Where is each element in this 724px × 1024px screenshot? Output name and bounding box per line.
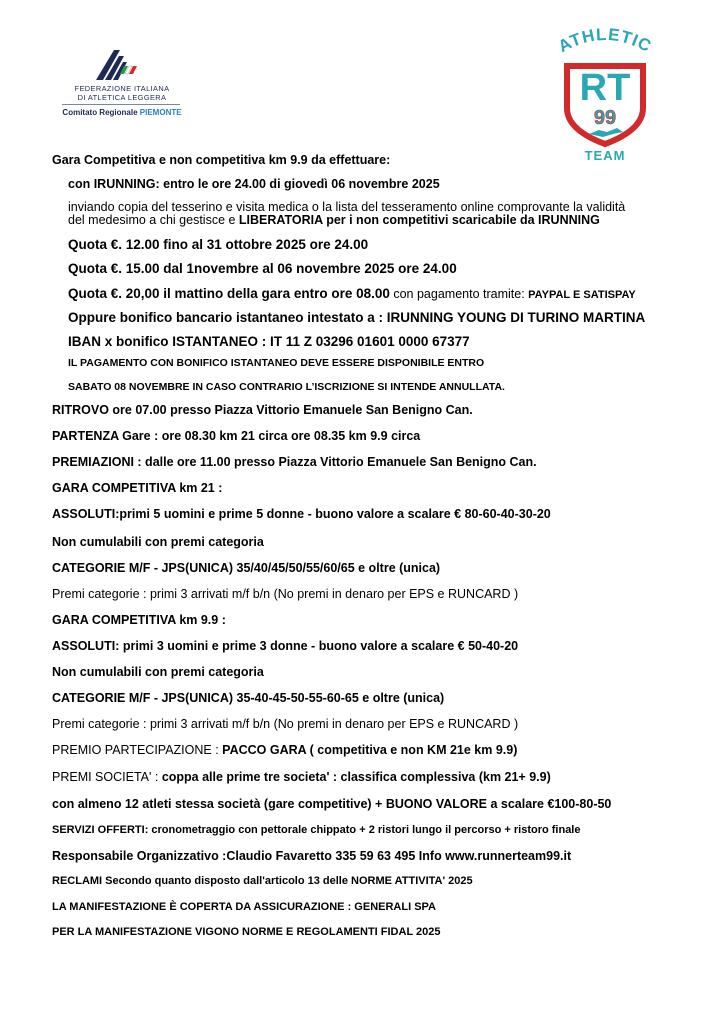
- line-gara-21: GARA COMPETITIVA km 21 :: [52, 481, 223, 495]
- line-quota-15: Quota €. 15.00 dal 1novembre al 06 novembre 2025 ore 24.00: [68, 261, 457, 276]
- fidal-emblem-icon: [94, 44, 138, 82]
- fidal-line1: FEDERAZIONE ITALIANA: [74, 84, 170, 93]
- line-irunning-deadline: con IRUNNING: entro le ore 24.00 di giovedì 06 novembre 2025: [68, 177, 440, 191]
- line-servizi: SERVIZI OFFERTI: cronometraggio con pettorale chippato + 2 ristori lungo il percorso + ristoro finale: [52, 824, 581, 836]
- line-quota-12: Quota €. 12.00 fino al 31 ottobre 2025 ore 24.00: [68, 237, 369, 252]
- line-ritrovo: RITROVO ore 07.00 presso Piazza Vittorio Emanuele San Benigno Can.: [52, 403, 473, 417]
- line-non-cumulabili-21: Non cumulabili con premi categoria: [52, 535, 264, 549]
- line-partenza: PARTENZA Gare : ore 08.30 km 21 circa ore 08.35 km 9.9 circa: [52, 429, 421, 443]
- line-coppa-societa: coppa alle prime tre societa' : classifica complessiva (km 21+ 9.9): [161, 770, 551, 784]
- line-liberatoria-bold: LIBERATORIA per i non competitivi scaricabile da IRUNNING: [238, 213, 600, 227]
- line-responsabile: Responsabile Organizzativo :Claudio Favaretto 335 59 63 495 Info www.runnerteam99.it: [52, 849, 572, 863]
- line-pagamento-2: SABATO 08 NOVEMBRE IN CASO CONTRARIO L’ISCRIZIONE SI INTENDE ANNULLATA.: [68, 381, 505, 393]
- team-rt-text: RT: [579, 67, 631, 109]
- line-premi-categorie-9-9: Premi categorie : primi 3 arrivati m/f b/n (No premi in denaro per EPS e RUNCARD ): [52, 717, 519, 731]
- line-premi-societa-label: PREMI SOCIETA' :: [52, 770, 162, 784]
- line-premiazioni: PREMIAZIONI : dalle ore 11.00 presso Piazza Vittorio Emanuele San Benigno Can.: [52, 455, 537, 469]
- line-quota-20-bold: Quota €. 20,00 il mattino della gara entro ore 08.00: [68, 286, 390, 301]
- fidal-comitato: [58, 108, 186, 117]
- line-assicurazione: LA MANIFESTAZIONE È COPERTA DA ASSICURAZIONE : GENERALI SPA: [52, 901, 436, 913]
- line-gara-9-9: GARA COMPETITIVA km 9.9 :: [52, 613, 226, 627]
- team-bottom-text: TEAM: [584, 148, 626, 163]
- line-documents: inviando copia del tesserino e visita medica o la lista del tesseramento online comprovante la validità: [68, 200, 626, 214]
- line-iban: IBAN x bonifico ISTANTANEO : IT 11 Z 03296 01601 0000 67377: [68, 334, 470, 349]
- line-reclami: RECLAMI Secondo quanto disposto dall'articolo 13 delle NORME ATTIVITA' 2025: [52, 875, 473, 887]
- line-assoluti-21: ASSOLUTI:primi 5 uomini e prime 5 donne - buono valore a scalare € 80-60-40-30-20: [52, 507, 551, 521]
- line-quota-20: [68, 286, 636, 303]
- fidal-line2: DI ATLETICA LEGGERA: [77, 93, 167, 102]
- line-bonifico: Oppure bonifico bancario istantaneo intestato a : IRUNNING YOUNG DI TURINO MARTINA: [68, 310, 646, 325]
- line-quota-20-mid: con pagamento tramite:: [389, 287, 529, 301]
- fidal-divider: [62, 104, 180, 105]
- line-gara-intro: Gara Competitiva e non competitiva km 9.9 da effettuare:: [52, 153, 391, 167]
- team-num-text: 99: [593, 107, 617, 129]
- line-non-cumulabili-9-9: Non cumulabili con premi categoria: [52, 665, 264, 679]
- fidal-comitato-label: Comitato Regionale: [62, 108, 138, 117]
- line-premio-partecipazione-label: PREMIO PARTECIPAZIONE :: [52, 743, 223, 757]
- fidal-region: PIEMONTE: [139, 108, 182, 117]
- line-pacco-gara: PACCO GARA ( competitiva e non KM 21e km 9.9): [222, 743, 518, 757]
- line-premi-categorie-21: Premi categorie : primi 3 arrivati m/f b/n (No premi in denaro per EPS e RUNCARD ): [52, 587, 519, 601]
- athletic-rt99-team-logo: [545, 26, 665, 166]
- line-categorie-21: CATEGORIE M/F - JPS(UNICA) 35/40/45/50/55/60/65 e oltre (unica): [52, 561, 441, 575]
- line-pagamento-1: IL PAGAMENTO CON BONIFICO ISTANTANEO DEVE ESSERE DISPONIBILE ENTRO: [68, 357, 485, 369]
- line-assoluti-9-9: ASSOLUTI: primi 3 uomini e prime 3 donne - buono valore a scalare € 50-40-20: [52, 639, 519, 653]
- team-top-text: ATHLETIC: [554, 26, 655, 57]
- line-quota-20-payment: PAYPAL E SATISPAY: [528, 289, 636, 301]
- line-almeno-12-atleti: con almeno 12 atleti stessa società (gare competitive) + BUONO VALORE a scalare €100-80-50: [52, 797, 612, 811]
- line-liberatoria-pre: del medesimo a chi gestisce e: [68, 213, 239, 227]
- line-premi-societa: [52, 770, 551, 785]
- line-premio-partecipazione: [52, 743, 517, 758]
- line-liberatoria: [68, 213, 600, 228]
- fidal-logo: [58, 44, 182, 130]
- line-norme-fidal: PER LA MANIFESTAZIONE VIGONO NORME E REGOLAMENTI FIDAL 2025: [52, 926, 441, 938]
- line-categorie-9-9: CATEGORIE M/F - JPS(UNICA) 35-40-45-50-55-60-65 e oltre (unica): [52, 691, 445, 705]
